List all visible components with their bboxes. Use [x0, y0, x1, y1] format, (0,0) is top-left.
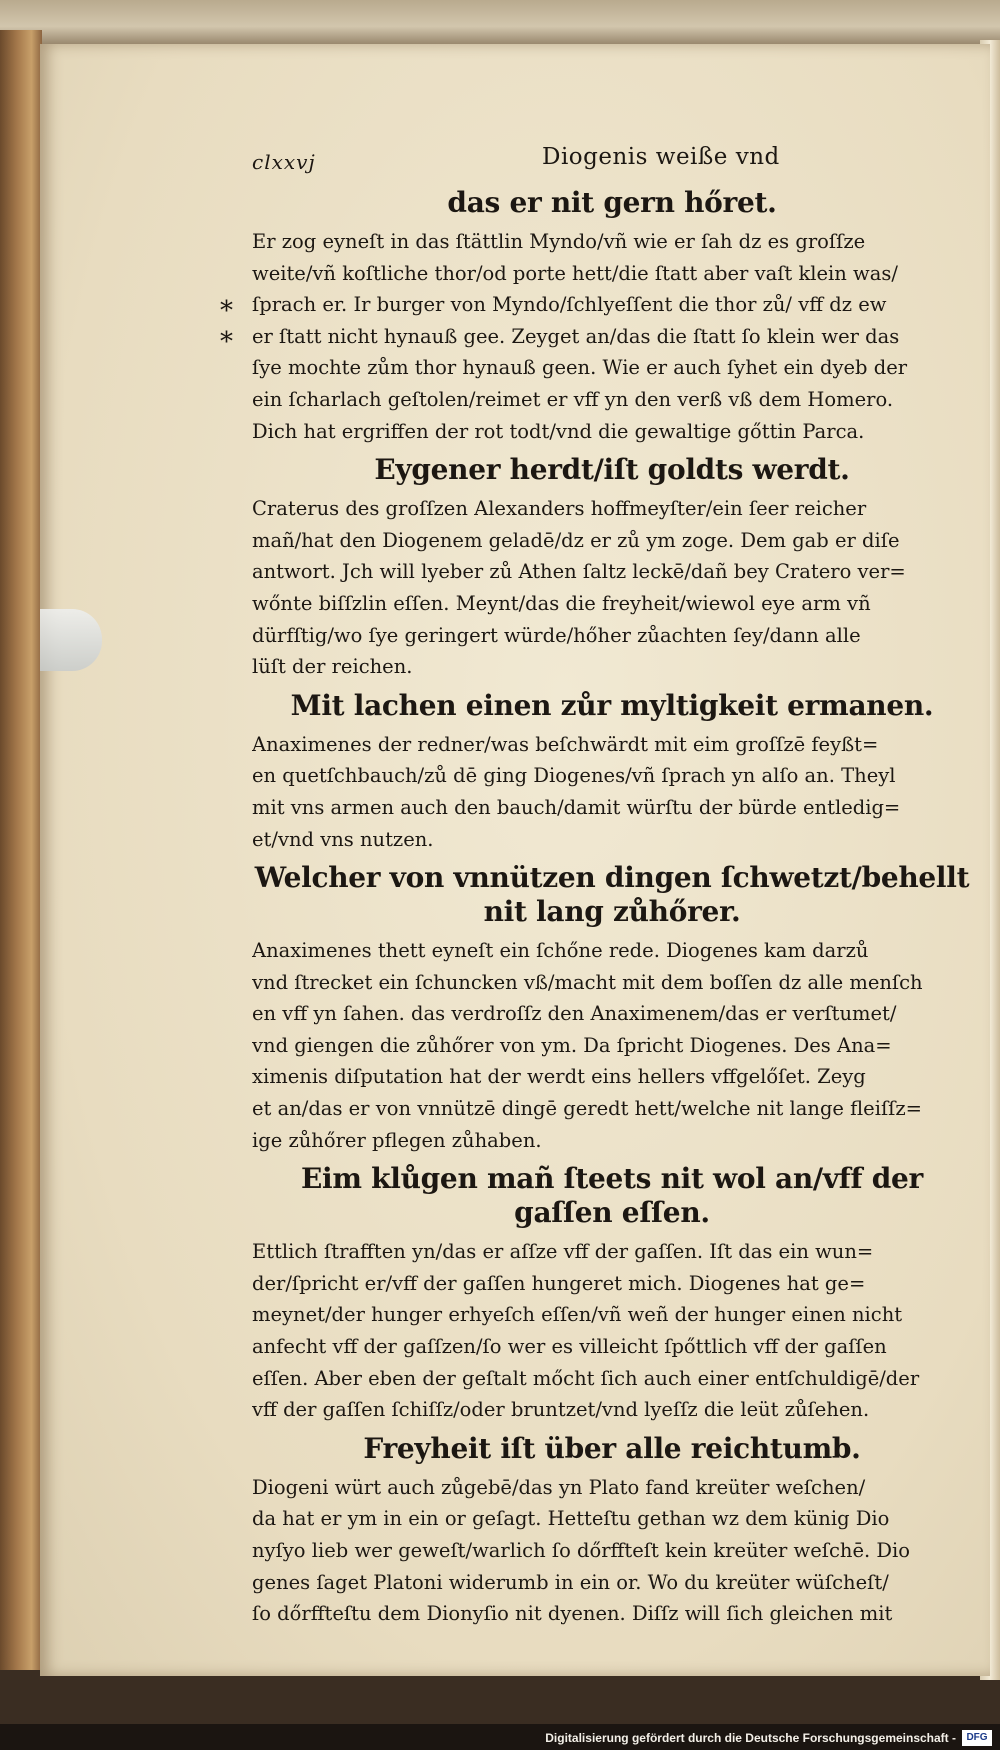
- text-line: ſo dőrffteſtu dem Dionyſio nit dyenen. Diſſz will ſich gleichen mit: [252, 1602, 893, 1626]
- text-line: Craterus des groſſzen Alexanders hoffmeyſter/ein ſeer reicher: [252, 497, 867, 521]
- section-paragraph: [252, 1236, 972, 1426]
- text-line: meynet/der hunger erhyeſch eſſen/vñ weñ der hunger einen nicht: [252, 1303, 903, 1327]
- footer-bar: [0, 1724, 1000, 1750]
- section-heading: Mit lachen einen zůr myltigkeit ermanen.: [290, 688, 934, 722]
- text-line: mit vns armen auch den bauch/damit würſtu der bürde entledig=: [252, 795, 901, 819]
- dfg-logo: DFG: [962, 1730, 992, 1746]
- book-left-edge: [0, 30, 42, 1670]
- page-clip: [40, 609, 102, 671]
- text-line: nyſyo lieb wer geweſt/warlich ſo dőrffteſt kein kreüter weſchē. Dio: [252, 1539, 911, 1562]
- text-line: genes ſaget Platoni widerumb in ein or. Wo du kreüter wüſcheſt/: [252, 1570, 889, 1594]
- text-line: anfecht vff der gaſſzen/ſo wer es villeicht ſpőttlich vff der gaſſen: [252, 1335, 887, 1359]
- text-line: der/ſpricht er/vff der gaſſen hungeret mich. Diogenes hat ge=: [252, 1271, 866, 1295]
- book-top-edge: [0, 0, 1000, 48]
- text-line: en quetſchbauch/zů dē ging Diogenes/vñ ſprach yn alſo an. Theyl: [252, 764, 896, 788]
- text-line: vnd ſtrecket ein ſchuncken vß/macht mit dem boſſen dz alle menſch: [252, 970, 923, 994]
- text-line: vnd giengen die zůhőrer von ym. Da ſpricht Diogenes. Des Ana=: [252, 1033, 892, 1057]
- text-line: antwort. Jch will lyeber zů Athen ſaltz leckē/dañ bey Cratero ver=: [252, 560, 906, 584]
- running-title: Diogenis weiße vnd: [542, 144, 780, 170]
- section-paragraph: [252, 1472, 972, 1630]
- section-heading: Welcher von vnnützen dingen ſchwetzt/behellt nit lang zůhőrer.: [254, 861, 970, 929]
- text-line: mañ/hat den Diogenem geladē/dz er zů ym zoge. Dem gab er diſe: [252, 528, 900, 552]
- margin-marks: [220, 296, 233, 358]
- text-line: ſprach er. Ir burger von Myndo/ſchlyeſſent die thor zů/ vff dz ew: [252, 293, 887, 317]
- text-line: ein ſcharlach geſtolen/reimet er vff yn den verß vß dem Homero.: [252, 387, 894, 411]
- footer-credit: Digitalisierung gefördert durch die Deutsche Forschungsgemeinschaft -: [545, 1731, 956, 1745]
- text-line: weite/vñ koſtliche thor/od porte hett/die ſtatt aber vaſt klein was/: [252, 261, 898, 285]
- text-line: en vff yn ſahen. das verdroſſz den Anaximenem/das er verſtumet/: [252, 1002, 897, 1026]
- text-line: Dich hat ergriffen der rot todt/vnd die gewaltige gőttin Parca.: [252, 419, 865, 443]
- section-paragraph: [252, 226, 972, 447]
- text-line: eſſen. Aber eben der geſtalt mőcht ſich auch einer entſchuldigē/der: [252, 1366, 920, 1390]
- section-heading: Freyheit iſt über alle reichtumb.: [363, 1431, 861, 1465]
- text-line: lüſt der reichen.: [252, 655, 413, 679]
- text-line: Diogeni würt auch zůgebē/das yn Plato fand kreüter weſchen/: [252, 1475, 866, 1499]
- section-heading: das er nit gern hőret.: [447, 186, 777, 219]
- text-line: et an/das er von vnnützē dingē geredt hett/welche nit lange fleiſſz=: [252, 1097, 922, 1121]
- section-paragraph: [252, 935, 972, 1156]
- text-line: da hat er ym in ein or geſagt. Hetteſtu gethan wz dem künig Dio: [252, 1507, 890, 1531]
- text-line: ſye mochte zům thor hynauß geen. Wie er auch ſyhet ein dyeb der: [252, 356, 908, 380]
- folio-number: clxxvj: [252, 150, 316, 174]
- text-line: Anaximenes thett eyneſt ein ſchőne rede. Diogenes kam darzů: [252, 939, 869, 963]
- text-line: er ſtatt nicht hynauß gee. Zeyget an/das die ſtatt ſo klein wer das: [252, 324, 900, 348]
- text-line: ige zůhőrer pflegen zůhaben.: [252, 1128, 542, 1152]
- text-line: Er zog eyneſt in das ſtättlin Myndo/vñ wie er ſah dz es groſſze: [252, 230, 866, 253]
- section-heading: Eygener herdt/iſt goldts werdt.: [374, 453, 850, 487]
- text-line: Anaximenes der redner/was beſchwärdt mit eim groſſzē feyßt=: [252, 732, 879, 756]
- margin-asterisk: *: [220, 296, 233, 326]
- text-line: dürfſtig/wo ſye geringert würde/hőher zůachten ſey/dann alle: [252, 623, 861, 647]
- section-paragraph: [252, 493, 972, 683]
- margin-asterisk: *: [220, 327, 233, 357]
- text-line: et/vnd vns nutzen.: [252, 827, 434, 851]
- text-line: Ettlich ſtrafften yn/das er aſſze vff der gaſſen. Iſt das ein wun=: [252, 1240, 874, 1264]
- page-header: [252, 140, 972, 180]
- text-block: [252, 140, 972, 1630]
- section-heading: Eim klůgen mañ ſteets nit wol an/vff der gaſſen eſſen.: [301, 1162, 923, 1230]
- text-line: ximenis diſputation hat der werdt eins hellers vffgelőſet. Zeyg: [252, 1065, 866, 1089]
- text-line: vff der gaſſen ſchiſſz/oder bruntzet/vnd lyeſſz die leüt zůſehen.: [252, 1398, 870, 1422]
- text-line: wőnte biſſzlin eſſen. Meynt/das die freyheit/wiewol eye arm vñ: [252, 591, 871, 615]
- section-paragraph: [252, 729, 972, 855]
